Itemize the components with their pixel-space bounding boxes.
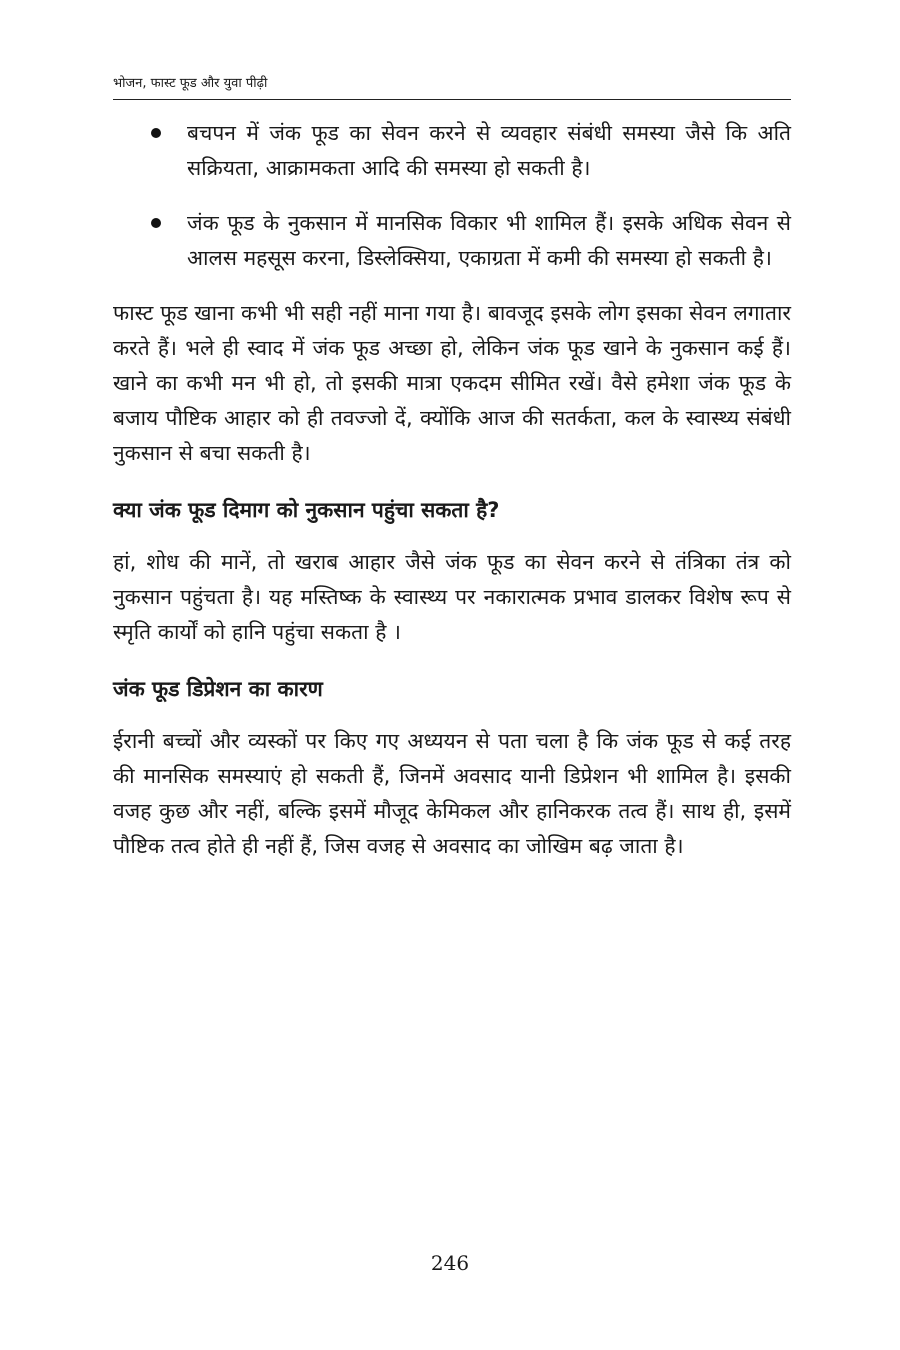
list-item [113,116,791,186]
page-content [113,116,791,864]
section-heading: क्या जंक फूड दिमाग को नुकसान पहुंचा सकता है? [113,498,500,522]
running-head: भोजन, फास्ट फूड और युवा पीढ़ी [113,74,791,100]
body-paragraph: हां, शोध की मानें, तो खराब आहार जैसे जंक फूड का सेवन करने से तंत्रिका तंत्र को नुकसान पहुंचता है। यह मस्तिष्क के स्वास्थ्य पर नकारात्मक प्रभाव डालकर विशेष रूप से स्मृति कार्यों को हानि पहुंचा सकता है । [113,550,791,644]
body-paragraph: फास्ट फूड खाना कभी भी सही नहीं माना गया है। बावजूद इसके लोग इसका सेवन लगातार करते हैं। भले ही स्वाद में जंक फूड अच्छा हो, लेकिन जंक फूड खाने के नुकसान कई हैं। खाने का कभी मन भी हो, तो इसकी मात्रा एकदम सीमित रखें। वैसे हमेशा जंक फूड के बजाय पौष्टिक आहार को ही तवज्जो दें, क्योंकि आज की सतर्कता, कल के स्वास्थ्य संबंधी नुकसान से बचा सकती है। [113,301,791,465]
bullet-icon [151,218,161,228]
body-paragraph: ईरानी बच्चों और व्यस्कों पर किए गए अध्ययन से पता चला है कि जंक फूड से कई तरह की मानसिक समस्याएं हो सकती हैं, जिनमें अवसाद यानी डिप्रेशन भी शामिल है। इसकी वजह कुछ और नहीं, बल्कि इसमें मौजूद केमिकल और हानिकरक तत्व हैं। साथ ही, इसमें पौष्टिक तत्व होते ही नहीं हैं, जिस वजह से अवसाद का जोखिम बढ़ जाता है। [113,729,791,858]
list-item [113,206,791,276]
bullet-text: बचपन में जंक फूड का सेवन करने से व्यवहार संबंधी समस्या जैसे कि अति सक्रियता, आक्रामकता आदि की समस्या हो सकती है। [187,121,791,180]
bullet-list [113,116,791,276]
section-heading: जंक फूड डिप्रेशन का कारण [113,677,323,701]
bullet-icon [151,128,161,138]
bullet-text: जंक फूड के नुकसान में मानसिक विकार भी शामिल हैं। इसके अधिक सेवन से आलस महसूस करना, डिस्लेक्सिया, एकाग्रता में कमी की समस्या हो सकती है। [187,211,791,270]
page-number: 246 [430,1251,470,1275]
